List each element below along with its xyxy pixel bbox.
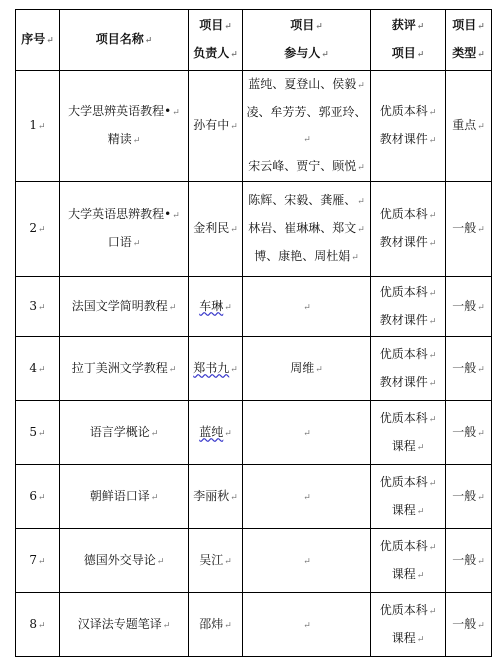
cell-award: 优质本科↵ 教材课件↵ [371, 71, 446, 182]
cell-award: 优质本科↵ 课程↵ [371, 593, 446, 657]
cell-award: 优质本科↵ 教材课件↵ [371, 277, 446, 337]
cell-members: ↵ [243, 465, 371, 529]
cell-project-name: 德国外交导论↵ [60, 529, 189, 593]
table-row [16, 277, 492, 337]
cell-members: ↵ [243, 529, 371, 593]
header-row [16, 10, 492, 71]
header-members: 项目↵ 参与人↵ [243, 10, 371, 71]
table-row [16, 465, 492, 529]
cell-leader: 孙有中↵ [189, 71, 243, 182]
cell-project-name: 拉丁美洲文学教程↵ [60, 337, 189, 401]
cell-members: ↵ [243, 277, 371, 337]
cell-seq: 2↵ [16, 182, 60, 277]
header-leader: 项目↵ 负责人↵ [189, 10, 243, 71]
table-row [16, 182, 492, 277]
cell-seq: 1↵ [16, 71, 60, 182]
cell-seq: 6↵ [16, 465, 60, 529]
cell-type: 一般↵ [446, 465, 492, 529]
table-row [16, 401, 492, 465]
cell-award: 优质本科↵ 课程↵ [371, 401, 446, 465]
cell-members: 蓝纯、夏登山、侯毅↵ 凌、牟芳芳、郭亚玲、↵ 宋云峰、贾宁、顾悦↵ [243, 71, 371, 182]
cell-leader: 邵炜↵ [189, 593, 243, 657]
cell-leader: 车琳↵ [189, 277, 243, 337]
cell-leader: 金利民↵ [189, 182, 243, 277]
cell-members: ↵ [243, 401, 371, 465]
cell-project-name: 大学思辨英语教程•↵ 精读↵ [60, 71, 189, 182]
cell-leader: 吴江↵ [189, 529, 243, 593]
cell-leader: 郑书九↵ [189, 337, 243, 401]
cell-award: 优质本科↵ 教材课件↵ [371, 337, 446, 401]
table-row [16, 529, 492, 593]
table-row [16, 71, 492, 182]
header-name: 项目名称↵ [60, 10, 189, 71]
cell-type: 一般↵ [446, 182, 492, 277]
cell-members: 周维↵ [243, 337, 371, 401]
project-table [15, 9, 492, 657]
cell-type: 一般↵ [446, 277, 492, 337]
cell-seq: 4↵ [16, 337, 60, 401]
cell-members: ↵ [243, 593, 371, 657]
cell-leader: 李丽秋↵ [189, 465, 243, 529]
cell-award: 优质本科↵ 课程↵ [371, 529, 446, 593]
header-award: 获评↵ 项目↵ [371, 10, 446, 71]
cell-award: 优质本科↵ 课程↵ [371, 465, 446, 529]
cell-seq: 5↵ [16, 401, 60, 465]
cell-leader: 蓝纯↵ [189, 401, 243, 465]
cell-seq: 8↵ [16, 593, 60, 657]
cell-type: 一般↵ [446, 401, 492, 465]
cell-type: 一般↵ [446, 593, 492, 657]
cell-seq: 3↵ [16, 277, 60, 337]
header-type: 项目↵ 类型↵ [446, 10, 492, 71]
cell-project-name: 大学英语思辨教程•↵ 口语↵ [60, 182, 189, 277]
table-row [16, 337, 492, 401]
table-row [16, 593, 492, 657]
cell-members: 陈辉、宋毅、龚雁、↵ 林岩、崔琳琳、郑文↵ 博、康艳、周杜娟↵ [243, 182, 371, 277]
cell-project-name: 朝鲜语口译↵ [60, 465, 189, 529]
header-seq: 序号↵ [16, 10, 60, 71]
cell-award: 优质本科↵ 教材课件↵ [371, 182, 446, 277]
cell-project-name: 汉译法专题笔译↵ [60, 593, 189, 657]
cell-type: 重点↵ [446, 71, 492, 182]
cell-project-name: 语言学概论↵ [60, 401, 189, 465]
cell-seq: 7↵ [16, 529, 60, 593]
cell-type: 一般↵ [446, 337, 492, 401]
cell-project-name: 法国文学简明教程↵ [60, 277, 189, 337]
cell-type: 一般↵ [446, 529, 492, 593]
